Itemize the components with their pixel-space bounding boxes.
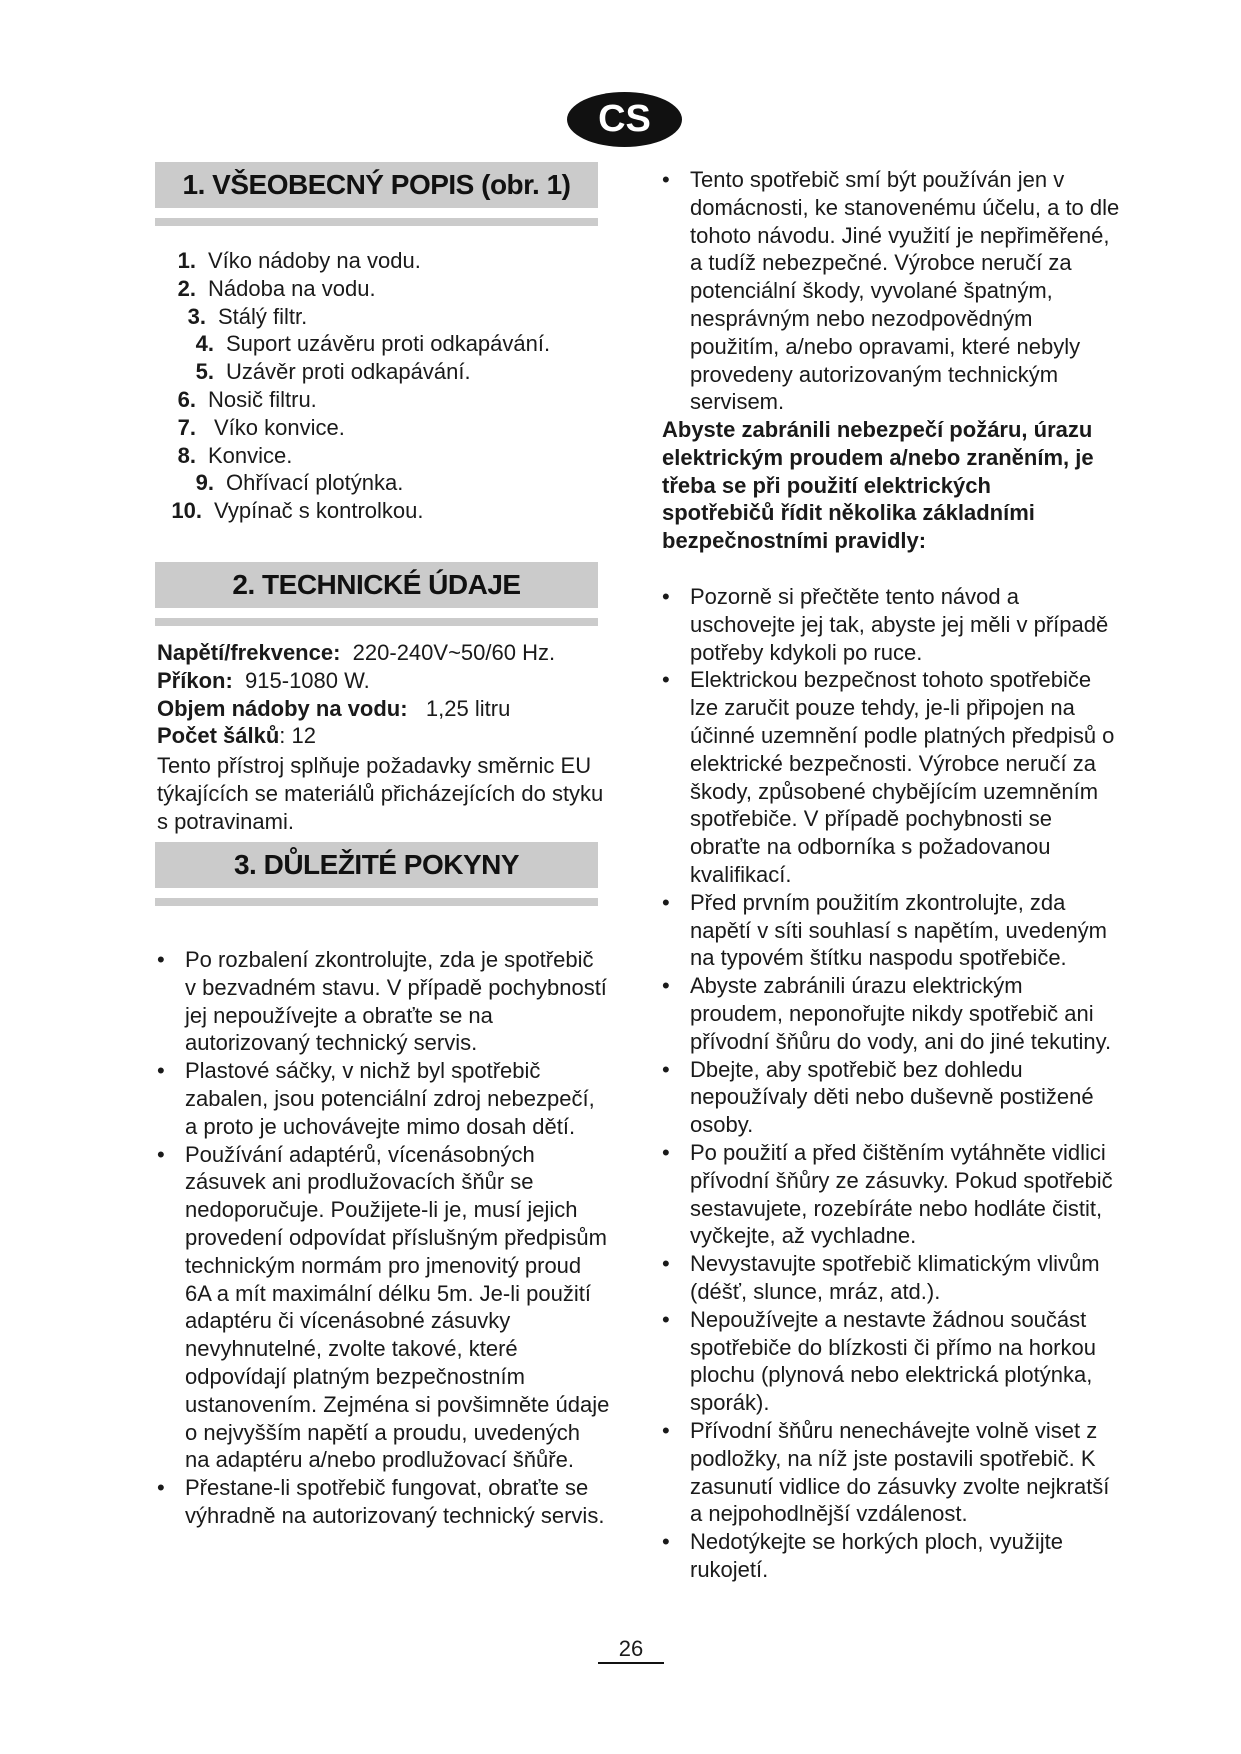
- list-item: [160, 497, 600, 525]
- list-item: • Plastové sáčky, v nichž byl spotřebič zabalen, jsou potenciální zdroj nebezpečí, a proto je uchovávejte mimo dosah dětí.: [155, 1057, 610, 1140]
- list-item: • Přívodní šňůru nenechávejte volně viset z podložky, na níž jste postavili spotřebič. K zasunutí vidlice do zásuvky zvolte nejkratší a nejpohodlnější vzdálenost.: [660, 1417, 1120, 1528]
- item-number: 8.: [177, 442, 196, 468]
- power-label: Příkon:: [157, 667, 233, 693]
- power-value: 915-1080 W.: [245, 667, 370, 693]
- section-header-general: 1. VŠEOBECNÝ POPIS (obr. 1): [155, 162, 598, 208]
- list-item: • Před prvním použitím zkontrolujte, zda napětí v síti souhlasí s napětím, uvedeným na typovém štítku naspodu spotřebiče.: [660, 889, 1120, 972]
- item-text: Uzávěr proti odkapávání.: [226, 359, 471, 385]
- item-text: Víko konvice.: [214, 414, 345, 440]
- item-text: Vypínač s kontrolkou.: [214, 498, 424, 524]
- item-text: Suport uzávěru proti odkapávání.: [226, 331, 551, 357]
- technical-data: [157, 639, 607, 836]
- section-divider: [155, 898, 598, 906]
- item-text: Konvice.: [208, 442, 293, 468]
- cups-value: : 12: [279, 723, 316, 749]
- list-item: [160, 247, 600, 275]
- list-item: • Po rozbalení zkontrolujte, zda je spotřebič v bezvadném stavu. V případě pochybností jej nepoužívejte a obraťte se na autorizovaný technický servis.: [155, 946, 610, 1057]
- item-text: Nádoba na vodu.: [208, 275, 376, 301]
- list-item: [160, 386, 600, 414]
- list-item: [160, 469, 600, 497]
- list-item: • Používání adaptérů, vícenásobných zásuvek ani prodlužovacích šňůr se nedoporučuje. Použijete-li je, musí jejich provedení odpovídat příslušným předpisům technickým normám pro jmenovitý proud 6A a mít maximální délku 5m. Je-li použití adaptéru či vícenásobné zásuvky nevyhnutelné, zvolte takové, které odpovídají platným bezpečnostním ustanovením. Zejména si povšimněte údaje o nejvyšším napětí a proudu, uvedených na adaptéru a/nebo prodlužovací šňůře.: [155, 1141, 610, 1475]
- usage-list: [660, 166, 1120, 416]
- list-item: • Pozorně si přečtěte tento návod a uschovejte jej tak, abyste jej měli v případě potřeby kdykoli po ruce.: [660, 583, 1120, 666]
- list-item: • Nedotýkejte se horkých ploch, využijte rukojetí.: [660, 1528, 1120, 1584]
- voltage-value: 220-240V~50/60 Hz.: [352, 640, 556, 665]
- item-text: Stálý filtr.: [218, 303, 308, 329]
- list-item: • Nepoužívejte a nestavte žádnou součást spotřebiče do blízkosti či přímo na horkou plochu (plynová nebo elektrická plotýnka, sporák).: [660, 1306, 1120, 1417]
- safety-warning: Abyste zabránili nebezpečí požáru, úrazu elektrickým proudem a/nebo zraněním, je třeba se při použití elektrických spotřebičů řídit několika základními bezpečnostními pravidly:: [662, 417, 1094, 554]
- item-text: Ohřívací plotýnka.: [226, 470, 404, 496]
- list-item: [160, 414, 600, 442]
- voltage-label: Napětí/frekvence:: [157, 640, 341, 665]
- section-divider: [155, 218, 598, 226]
- item-number: 9.: [195, 470, 214, 496]
- item-number: 1.: [177, 248, 196, 273]
- language-badge: CS: [567, 92, 682, 147]
- compliance-text: Tento přístroj splňuje požadavky směrnic EU týkajících se materiálů přicházejících do styku s potravinami.: [157, 753, 604, 834]
- list-item: [160, 358, 600, 386]
- item-number: 5.: [195, 359, 214, 385]
- list-item: [160, 303, 600, 331]
- item-number: 7.: [177, 414, 196, 440]
- parts-list: [160, 247, 600, 525]
- item-number: 4.: [195, 331, 214, 357]
- list-item: [160, 330, 600, 358]
- cups-label: Počet šálků: [157, 723, 280, 749]
- page-number: 26: [598, 1636, 664, 1664]
- section-header-important: 3. DŮLEŽITÉ POKYNY: [155, 842, 598, 888]
- list-item: • Přestane-li spotřebič fungovat, obraťte se výhradně na autorizovaný technický servis.: [155, 1474, 610, 1530]
- cups-row: [157, 722, 607, 750]
- voltage-row: [157, 639, 607, 667]
- section-header-technical: 2. TECHNICKÉ ÚDAJE: [155, 562, 598, 608]
- item-number: 10.: [171, 498, 202, 524]
- list-item: [160, 442, 600, 470]
- item-text: Víko nádoby na vodu.: [208, 248, 421, 273]
- power-row: [157, 667, 607, 695]
- item-number: 6.: [177, 386, 196, 412]
- list-item: • Elektrickou bezpečnost tohoto spotřebiče lze zaručit pouze tehdy, je-li připojen na účinné uzemnění podle platných předpisů o elektrické bezpečnosti. Výrobce neručí za škody, způsobené chybějícím uzemněním spotřebiče. V případě pochybnosti se obraťte na odborníka s požadovanou kvalifikací.: [660, 666, 1120, 888]
- list-item: • Dbejte, aby spotřebič bez dohledu nepoužívaly děti nebo duševně postižené osoby.: [660, 1056, 1120, 1139]
- list-item: • Abyste zabránili úrazu elektrickým proudem, neponořujte nikdy spotřebič ani přívodní šňůru do vody, ani do jiné tekutiny.: [660, 972, 1120, 1055]
- important-list: [155, 946, 610, 1530]
- volume-value: 1,25 litru: [425, 695, 511, 721]
- item-number: 3.: [187, 303, 206, 329]
- list-item: [160, 275, 600, 303]
- section-divider: [155, 618, 598, 626]
- list-item: • Po použití a před čištěním vytáhněte vidlici přívodní šňůry ze zásuvky. Pokud spotřebič sestavujete, rozebíráte nebo hodláte čistit, vyčkejte, až vychladne.: [660, 1139, 1120, 1250]
- volume-label: Objem nádoby na vodu:: [157, 695, 408, 721]
- list-item: • Tento spotřebič smí být používán jen v domácnosti, ke stanovenému účelu, a to dle tohoto návodu. Jiné využití je nepřiměřené, a tudíž nebezpečné. Výrobce neručí za potenciální škody, vyvolané špatným, nesprávným nebo nezodpovědným použitím, a/nebo opravami, které nebyly provedeny autorizovaným technickým servisem.: [660, 166, 1120, 416]
- list-item: • Nevystavujte spotřebič klimatickým vlivům (déšť, slunce, mráz, atd.).: [660, 1250, 1120, 1306]
- item-number: 2.: [177, 275, 196, 301]
- volume-row: [157, 695, 607, 723]
- safety-list: [660, 583, 1120, 1584]
- item-text: Nosič filtru.: [208, 386, 317, 412]
